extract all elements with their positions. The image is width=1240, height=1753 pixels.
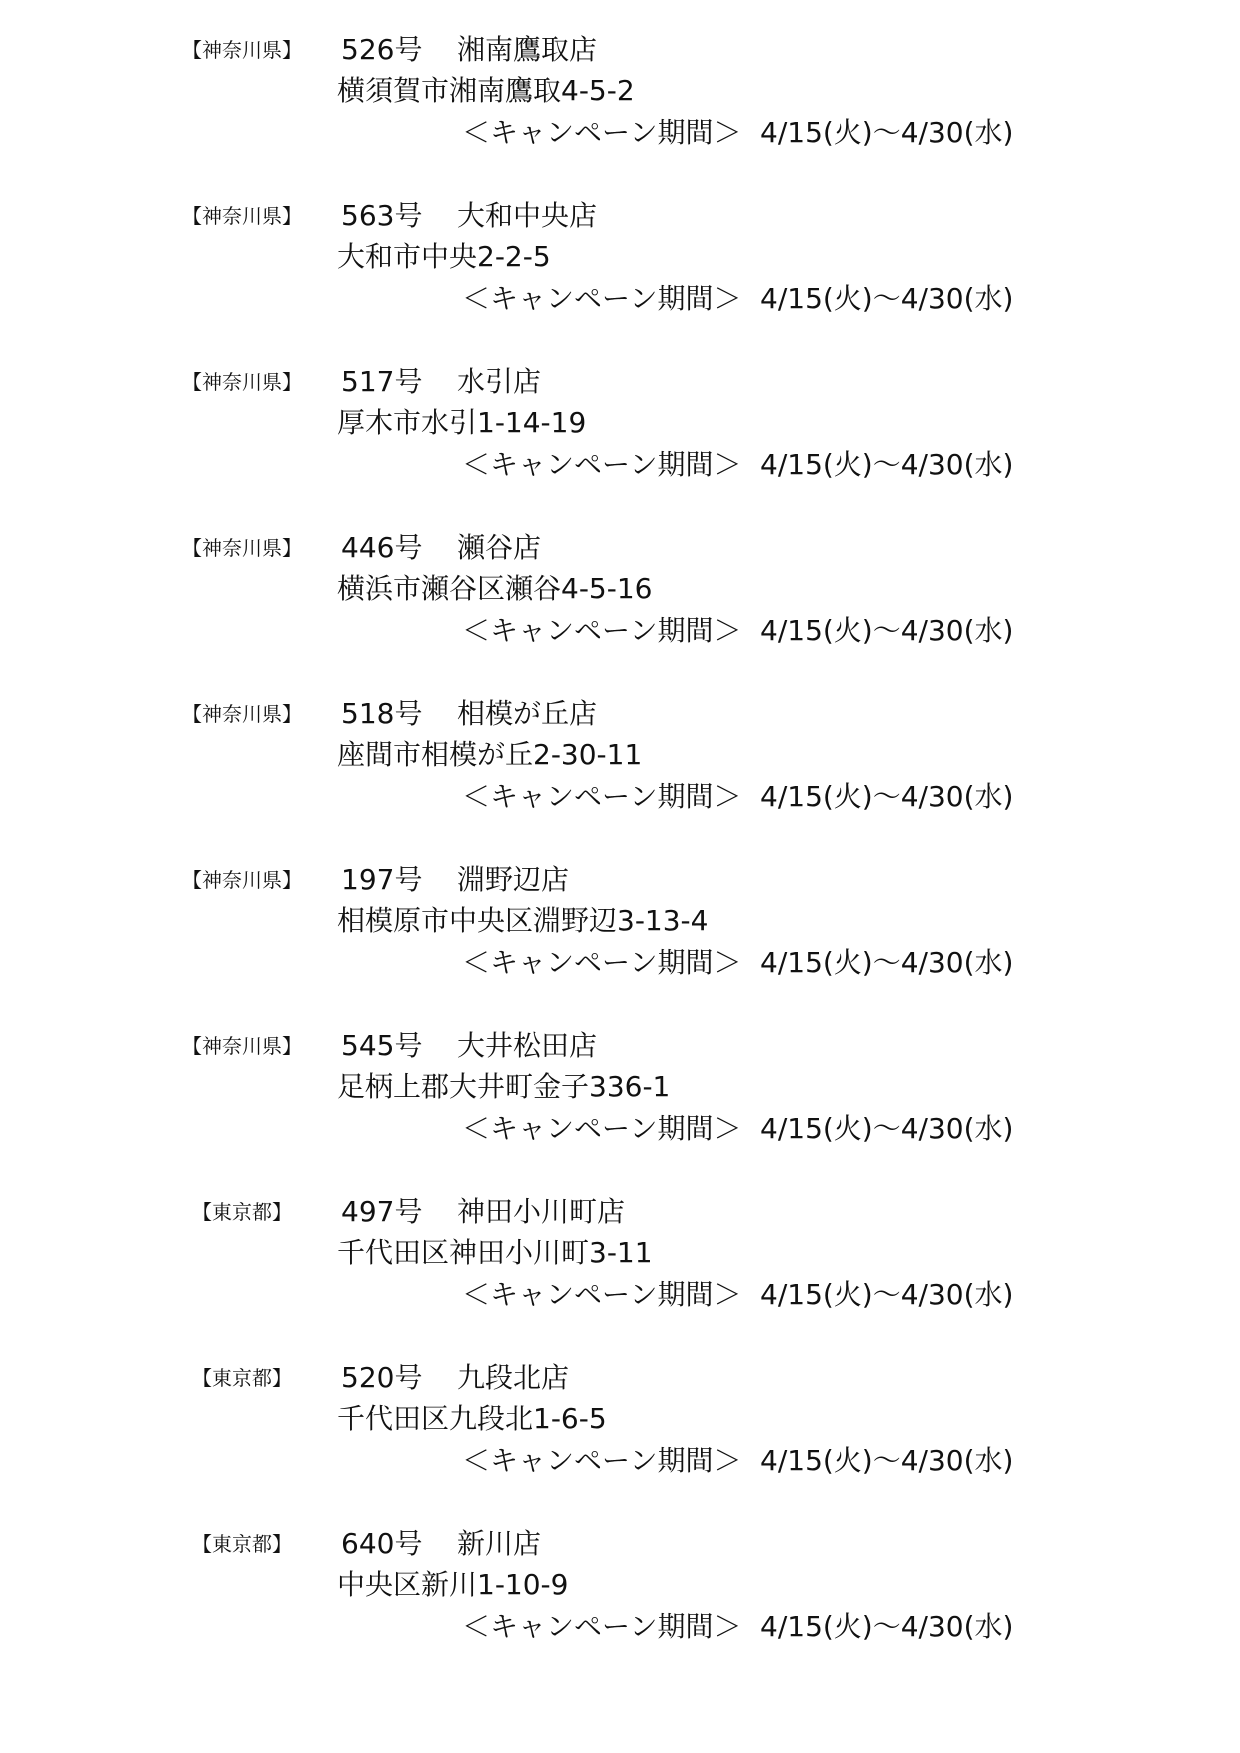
store-address: 大和市中央2-2-5: [337, 240, 551, 273]
store-number: 497号: [341, 1195, 423, 1228]
store-name: 九段北店: [457, 1361, 570, 1394]
campaign-period: 4/15(火)～4/30(水): [760, 1444, 1014, 1477]
campaign-label: ＜キャンペーン期間＞: [462, 1444, 742, 1477]
campaign-period: 4/15(火)～4/30(水): [760, 1278, 1014, 1311]
store-address: 横須賀市湘南鷹取4-5-2: [337, 74, 635, 107]
campaign-label: ＜キャンペーン期間＞: [462, 116, 742, 149]
store-address: 千代田区神田小川町3-11: [337, 1236, 653, 1269]
store-prefecture: 【神奈川県】: [182, 204, 302, 228]
store-address: 中央区新川1-10-9: [337, 1568, 569, 1601]
store-name: 神田小川町店: [457, 1195, 626, 1228]
store-entry: [0, 199, 1240, 352]
campaign-label: ＜キャンペーン期間＞: [462, 614, 742, 647]
campaign-period: 4/15(火)～4/30(水): [760, 448, 1014, 481]
campaign-period: 4/15(火)～4/30(水): [760, 1112, 1014, 1145]
store-prefecture: 【神奈川県】: [182, 536, 302, 560]
store-name: 淵野辺店: [457, 863, 570, 896]
store-number: 517号: [341, 365, 423, 398]
store-entry: [0, 1361, 1240, 1514]
store-number: 640号: [341, 1527, 423, 1560]
store-name: 新川店: [457, 1527, 542, 1560]
store-name: 大和中央店: [457, 199, 598, 232]
store-prefecture: 【東京都】: [192, 1532, 292, 1556]
store-prefecture: 【神奈川県】: [182, 38, 302, 62]
campaign-label: ＜キャンペーン期間＞: [462, 946, 742, 979]
store-name: 湘南鷹取店: [457, 33, 598, 66]
store-number: 563号: [341, 199, 423, 232]
store-name: 水引店: [457, 365, 542, 398]
campaign-label: ＜キャンペーン期間＞: [462, 1112, 742, 1145]
campaign-period: 4/15(火)～4/30(水): [760, 614, 1014, 647]
store-number: 526号: [341, 33, 423, 66]
store-prefecture: 【神奈川県】: [182, 1034, 302, 1058]
store-address: 座間市相模が丘2-30-11: [337, 738, 643, 771]
store-number: 520号: [341, 1361, 423, 1394]
store-address: 厚木市水引1-14-19: [337, 406, 587, 439]
store-name: 瀬谷店: [457, 531, 542, 564]
campaign-label: ＜キャンペーン期間＞: [462, 780, 742, 813]
store-prefecture: 【神奈川県】: [182, 868, 302, 892]
store-entry: [0, 33, 1240, 186]
store-name: 相模が丘店: [457, 697, 598, 730]
store-prefecture: 【東京都】: [192, 1366, 292, 1390]
store-prefecture: 【東京都】: [192, 1200, 292, 1224]
campaign-label: ＜キャンペーン期間＞: [462, 282, 742, 315]
campaign-period: 4/15(火)～4/30(水): [760, 1610, 1014, 1643]
store-prefecture: 【神奈川県】: [182, 370, 302, 394]
campaign-period: 4/15(火)～4/30(水): [760, 116, 1014, 149]
store-entry: [0, 1029, 1240, 1182]
campaign-period: 4/15(火)～4/30(水): [760, 946, 1014, 979]
store-prefecture: 【神奈川県】: [182, 702, 302, 726]
store-number: 518号: [341, 697, 423, 730]
campaign-label: ＜キャンペーン期間＞: [462, 1278, 742, 1311]
campaign-label: ＜キャンペーン期間＞: [462, 448, 742, 481]
store-number: 545号: [341, 1029, 423, 1062]
store-number: 446号: [341, 531, 423, 564]
store-address: 相模原市中央区淵野辺3-13-4: [337, 904, 709, 937]
store-address: 足柄上郡大井町金子336-1: [337, 1070, 671, 1103]
store-number: 197号: [341, 863, 423, 896]
campaign-period: 4/15(火)～4/30(水): [760, 780, 1014, 813]
store-entry: [0, 1527, 1240, 1680]
store-entry: [0, 365, 1240, 518]
store-entry: [0, 863, 1240, 1016]
store-address: 横浜市瀬谷区瀬谷4-5-16: [337, 572, 653, 605]
campaign-period: 4/15(火)～4/30(水): [760, 282, 1014, 315]
store-address: 千代田区九段北1-6-5: [337, 1402, 607, 1435]
store-entry: [0, 1195, 1240, 1348]
store-name: 大井松田店: [457, 1029, 598, 1062]
store-entry: [0, 697, 1240, 850]
store-entry: [0, 531, 1240, 684]
campaign-label: ＜キャンペーン期間＞: [462, 1610, 742, 1643]
